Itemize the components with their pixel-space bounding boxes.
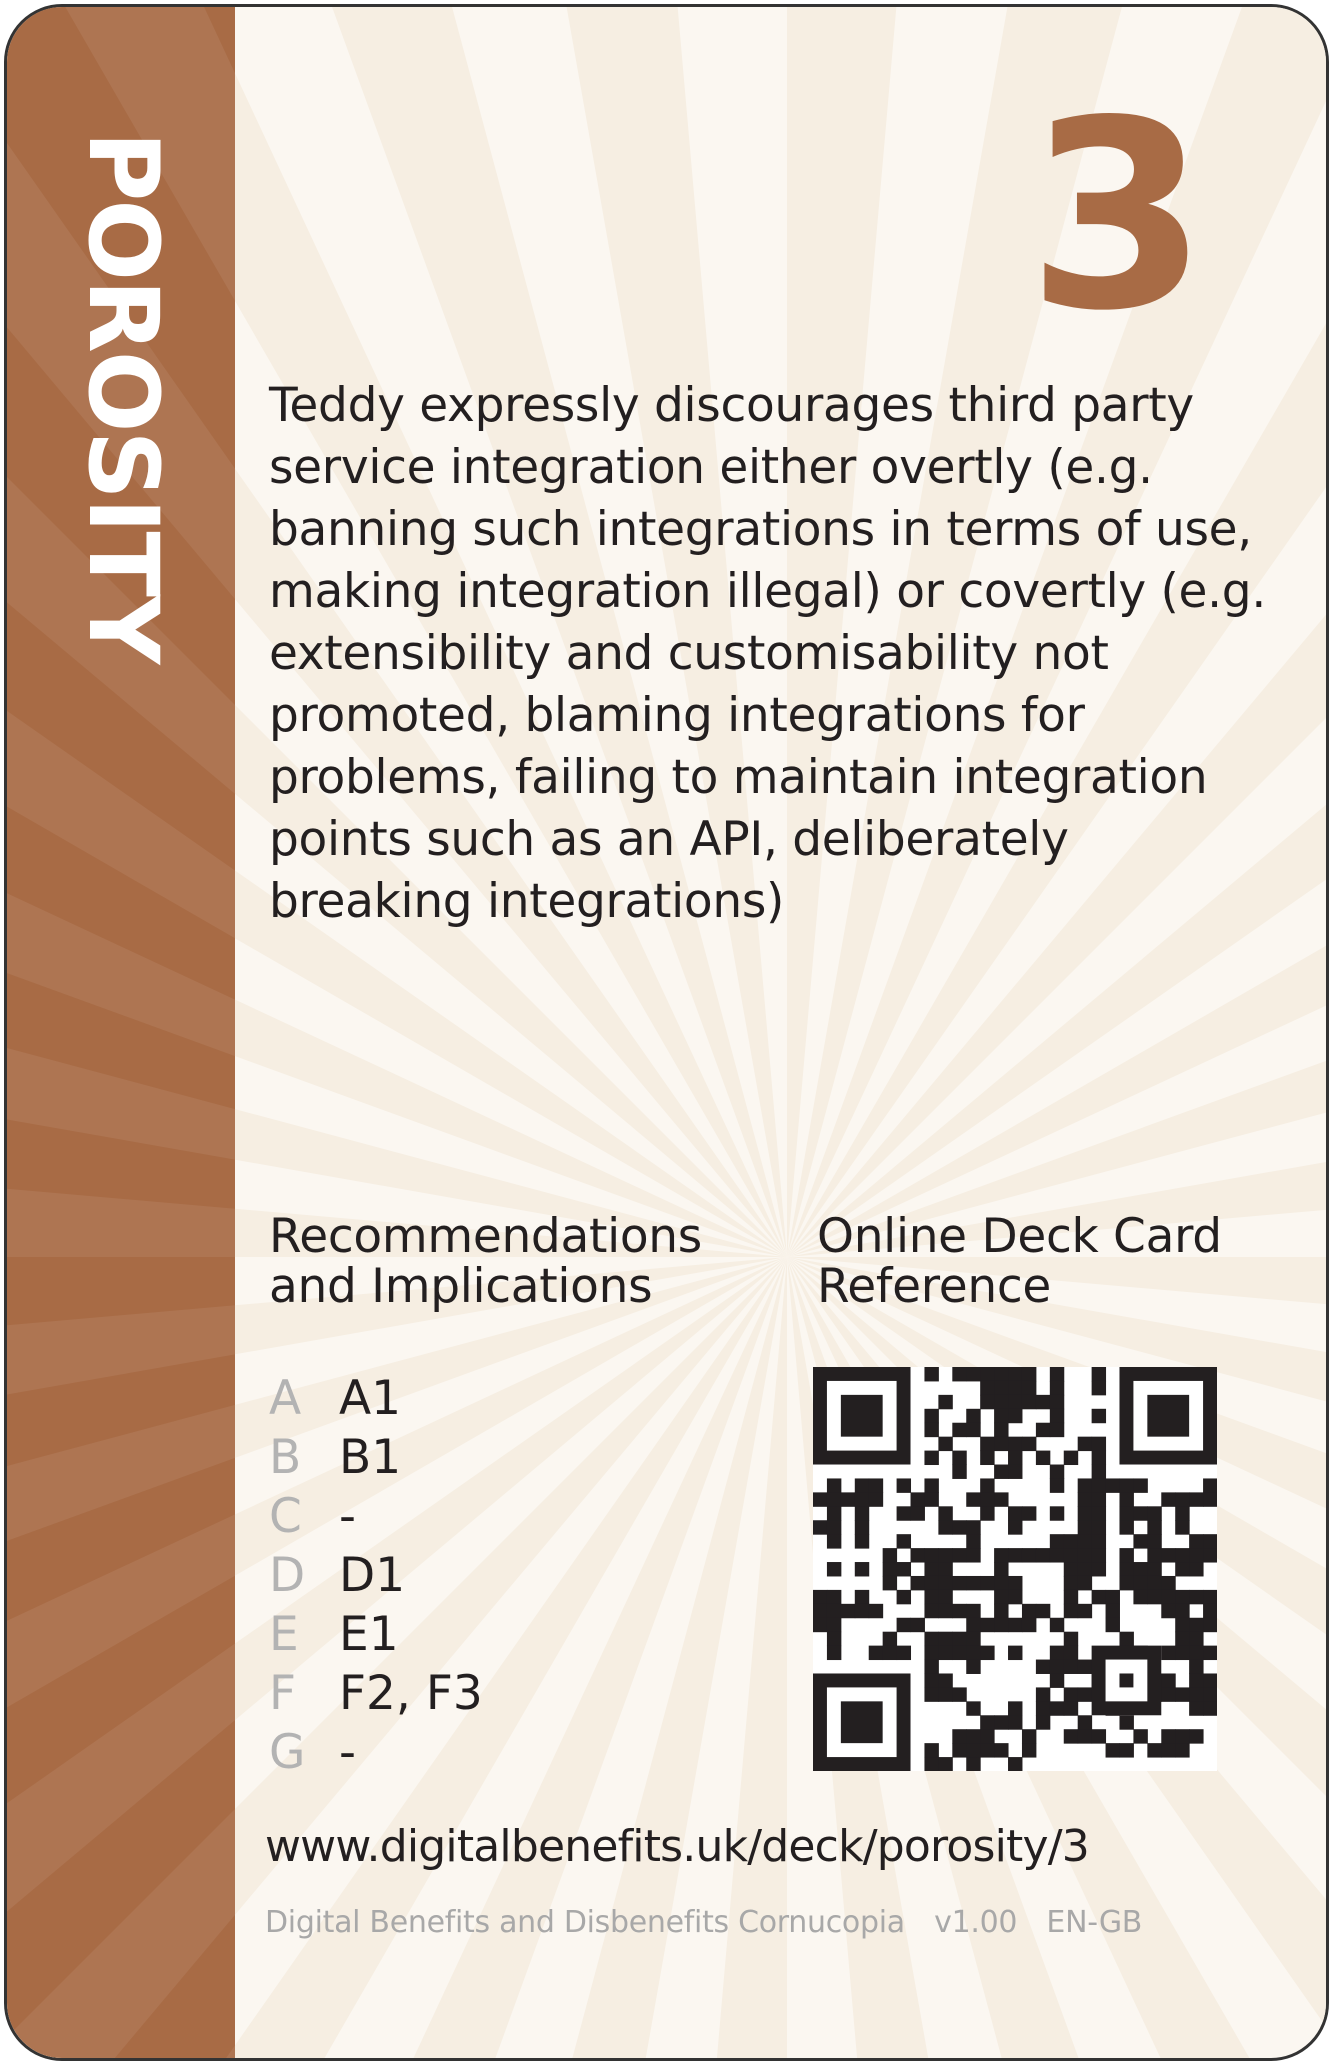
recommendation-item (269, 1723, 669, 1782)
recommendation-letter: D (269, 1548, 306, 1603)
footer-version: v1.00 (934, 1905, 1018, 1940)
suit-band (7, 7, 235, 2058)
recommendation-value: - (339, 1489, 356, 1544)
recommendation-item (269, 1546, 669, 1605)
recommendation-value: E1 (339, 1607, 399, 1662)
recommendation-item (269, 1487, 669, 1546)
recommendation-value: D1 (339, 1548, 406, 1603)
recommendation-item (269, 1605, 669, 1664)
recommendation-letter: F (269, 1666, 297, 1721)
recommendation-letter: B (269, 1430, 302, 1485)
recommendation-item (269, 1428, 669, 1487)
recommendations-heading: Recommendations and Implications (269, 1209, 702, 1314)
footer-locale: EN-GB (1046, 1905, 1143, 1940)
qr-code-icon[interactable] (813, 1367, 1217, 1771)
recommendation-item (269, 1369, 669, 1428)
card-description: Teddy expressly discourages third party service integration either overtly (e.g. banning such integrations in terms of use, making integration illegal) or covertly (e.g. extensibility and customisability not promoted, blaming integrations for problems, failing to maintain integration points such as an API, deliberately breaking integrations) (269, 378, 1266, 929)
recommendation-value: - (339, 1725, 356, 1780)
recommendation-letter: C (269, 1489, 302, 1544)
recommendation-value: A1 (339, 1371, 402, 1426)
recommendation-item (269, 1664, 669, 1723)
recommendation-value: F2, F3 (339, 1666, 483, 1721)
suit-name: POROSITY (67, 131, 179, 663)
recommendation-value: B1 (339, 1430, 402, 1485)
footer-title: Digital Benefits and Disbenefits Cornucopia (265, 1905, 905, 1940)
recommendations-list (269, 1369, 669, 1782)
reference-heading: Online Deck Card Reference (817, 1209, 1222, 1314)
card-url[interactable]: www.digitalbenefits.uk/deck/porosity/3 (265, 1821, 1089, 1872)
footer (265, 1903, 1305, 1943)
card-value: 3 (1027, 66, 1202, 368)
recommendation-letter: G (269, 1725, 306, 1780)
recommendation-letter: E (269, 1607, 299, 1662)
playing-card (4, 4, 1329, 2061)
recommendation-letter: A (269, 1371, 302, 1426)
